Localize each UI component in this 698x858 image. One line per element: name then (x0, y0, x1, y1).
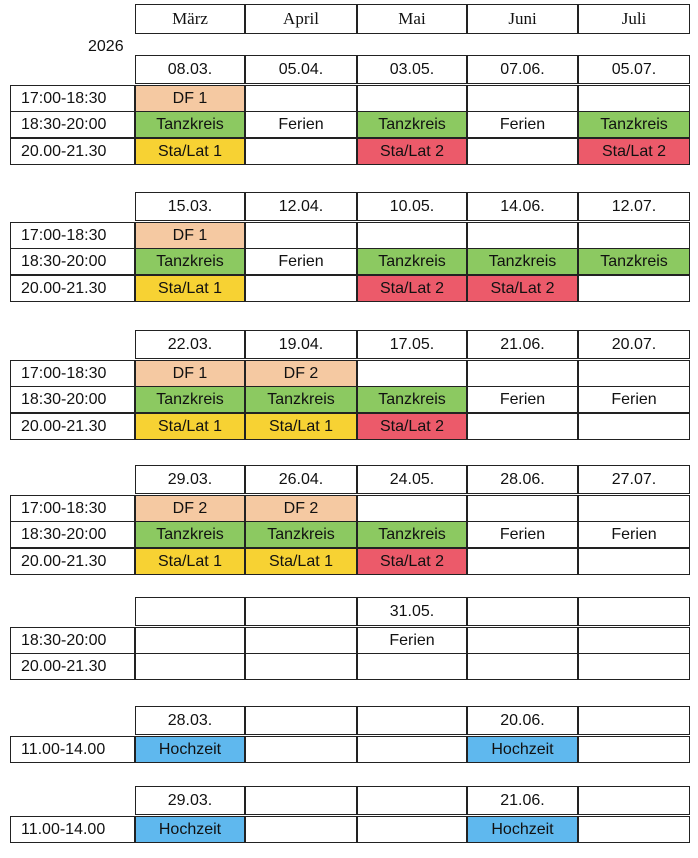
date-cell: 15.03. (135, 192, 245, 221)
schedule-cell: Tanzkreis (245, 521, 357, 548)
schedule-cell (578, 222, 690, 249)
schedule-cell: Sta/Lat 2 (357, 413, 467, 440)
schedule-cell (467, 222, 578, 249)
date-cell: 17.05. (357, 330, 467, 359)
schedule-cell: Sta/Lat 2 (578, 138, 690, 165)
date-cell (245, 706, 357, 735)
schedule-cell (245, 653, 357, 680)
schedule-cell: DF 2 (135, 495, 245, 522)
schedule-cell (245, 275, 357, 302)
schedule-cell: Tanzkreis (245, 386, 357, 413)
schedule-cell (578, 85, 690, 112)
schedule-cell (578, 548, 690, 575)
schedule-cell (135, 627, 245, 654)
date-cell: 14.06. (467, 192, 578, 221)
schedule-cell (467, 495, 578, 522)
schedule-cell: Ferien (357, 627, 467, 654)
schedule-cell: Ferien (578, 521, 690, 548)
schedule-cell (578, 275, 690, 302)
date-cell: 12.07. (578, 192, 690, 221)
schedule-cell: Sta/Lat 2 (467, 275, 578, 302)
date-cell: 10.05. (357, 192, 467, 221)
schedule-cell: Tanzkreis (467, 248, 578, 275)
month-header: April (245, 4, 357, 34)
schedule-cell (357, 85, 467, 112)
date-cell: 05.07. (578, 55, 690, 84)
month-header: März (135, 4, 245, 34)
time-slot-label: 20.00-21.30 (10, 275, 135, 302)
schedule-cell: Hochzeit (467, 816, 578, 843)
schedule-cell: Sta/Lat 1 (135, 548, 245, 575)
schedule-cell (578, 495, 690, 522)
schedule-cell: Ferien (245, 248, 357, 275)
time-slot-label: 20.00-21.30 (10, 653, 135, 680)
date-cell (245, 597, 357, 626)
date-cell: 24.05. (357, 465, 467, 494)
year-label: 2026 (88, 38, 124, 55)
date-cell: 19.04. (245, 330, 357, 359)
date-cell: 21.06. (467, 786, 578, 815)
schedule-cell: Tanzkreis (357, 386, 467, 413)
date-cell (245, 786, 357, 815)
time-slot-label: 11.00-14.00 (10, 816, 135, 843)
time-slot-label: 17:00-18:30 (10, 360, 135, 387)
date-cell: 20.07. (578, 330, 690, 359)
schedule-cell: Sta/Lat 2 (357, 138, 467, 165)
schedule-cell: Tanzkreis (357, 521, 467, 548)
schedule-cell (357, 736, 467, 763)
schedule-cell (578, 816, 690, 843)
time-slot-label: 18:30-20:00 (10, 627, 135, 654)
schedule-cell: Ferien (578, 386, 690, 413)
schedule-cell: Ferien (245, 111, 357, 138)
date-cell (578, 786, 690, 815)
date-cell: 29.03. (135, 465, 245, 494)
date-cell (578, 597, 690, 626)
schedule-cell (357, 816, 467, 843)
date-cell: 20.06. (467, 706, 578, 735)
schedule-cell (467, 627, 578, 654)
schedule-cell (245, 627, 357, 654)
schedule-cell (467, 360, 578, 387)
schedule-cell (578, 413, 690, 440)
time-slot-label: 18:30-20:00 (10, 521, 135, 548)
time-slot-label: 17:00-18:30 (10, 495, 135, 522)
schedule-cell: DF 2 (245, 360, 357, 387)
schedule-cell (357, 495, 467, 522)
schedule-cell (467, 138, 578, 165)
schedule-cell: Tanzkreis (135, 111, 245, 138)
time-slot-label: 18:30-20:00 (10, 248, 135, 275)
time-slot-label: 20.00-21.30 (10, 138, 135, 165)
date-cell: 03.05. (357, 55, 467, 84)
schedule-cell (578, 736, 690, 763)
schedule-cell (467, 413, 578, 440)
schedule-cell: Tanzkreis (357, 248, 467, 275)
date-cell: 12.04. (245, 192, 357, 221)
schedule-cell: Sta/Lat 2 (357, 548, 467, 575)
date-cell: 27.07. (578, 465, 690, 494)
date-cell (135, 597, 245, 626)
schedule-cell (245, 816, 357, 843)
schedule-cell (357, 222, 467, 249)
time-slot-label: 18:30-20:00 (10, 111, 135, 138)
schedule-cell: Tanzkreis (135, 248, 245, 275)
schedule-cell: Sta/Lat 1 (245, 413, 357, 440)
schedule-cell (245, 736, 357, 763)
time-slot-label: 18:30-20:00 (10, 386, 135, 413)
schedule-cell (357, 653, 467, 680)
schedule-cell: Tanzkreis (135, 521, 245, 548)
schedule-cell: Ferien (467, 386, 578, 413)
schedule-cell (467, 85, 578, 112)
date-cell (467, 597, 578, 626)
date-cell: 28.06. (467, 465, 578, 494)
schedule-cell: Sta/Lat 1 (135, 275, 245, 302)
month-header: Juni (467, 4, 578, 34)
date-cell: 31.05. (357, 597, 467, 626)
schedule-cell: Sta/Lat 1 (245, 548, 357, 575)
time-slot-label: 17:00-18:30 (10, 222, 135, 249)
schedule-cell: DF 1 (135, 85, 245, 112)
schedule-cell (578, 360, 690, 387)
schedule-cell: Hochzeit (467, 736, 578, 763)
schedule-cell: Sta/Lat 1 (135, 138, 245, 165)
schedule-cell: Tanzkreis (578, 111, 690, 138)
date-cell: 21.06. (467, 330, 578, 359)
schedule-cell (467, 548, 578, 575)
date-cell: 26.04. (245, 465, 357, 494)
schedule-cell: Tanzkreis (357, 111, 467, 138)
time-slot-label: 20.00-21.30 (10, 548, 135, 575)
time-slot-label: 20.00-21.30 (10, 413, 135, 440)
schedule-cell: Sta/Lat 2 (357, 275, 467, 302)
date-cell (357, 786, 467, 815)
schedule-cell (245, 85, 357, 112)
date-cell: 29.03. (135, 786, 245, 815)
schedule-cell (135, 653, 245, 680)
date-cell: 08.03. (135, 55, 245, 84)
schedule-cell: DF 1 (135, 360, 245, 387)
schedule-cell: Ferien (467, 111, 578, 138)
time-slot-label: 11.00-14.00 (10, 736, 135, 763)
schedule-cell (245, 138, 357, 165)
schedule-cell: Tanzkreis (135, 386, 245, 413)
schedule-cell: Tanzkreis (578, 248, 690, 275)
date-cell: 22.03. (135, 330, 245, 359)
date-cell (357, 706, 467, 735)
date-cell: 05.04. (245, 55, 357, 84)
schedule-cell (467, 653, 578, 680)
schedule-cell (245, 222, 357, 249)
schedule-cell (357, 360, 467, 387)
month-header: Juli (578, 4, 690, 34)
time-slot-label: 17:00-18:30 (10, 85, 135, 112)
schedule-cell: DF 2 (245, 495, 357, 522)
date-cell (578, 706, 690, 735)
schedule-cell: Sta/Lat 1 (135, 413, 245, 440)
schedule-cell: Hochzeit (135, 816, 245, 843)
date-cell: 07.06. (467, 55, 578, 84)
schedule-cell: DF 1 (135, 222, 245, 249)
date-cell: 28.03. (135, 706, 245, 735)
schedule-cell (578, 627, 690, 654)
schedule-cell (578, 653, 690, 680)
schedule-cell: Ferien (467, 521, 578, 548)
schedule-cell: Hochzeit (135, 736, 245, 763)
month-header: Mai (357, 4, 467, 34)
